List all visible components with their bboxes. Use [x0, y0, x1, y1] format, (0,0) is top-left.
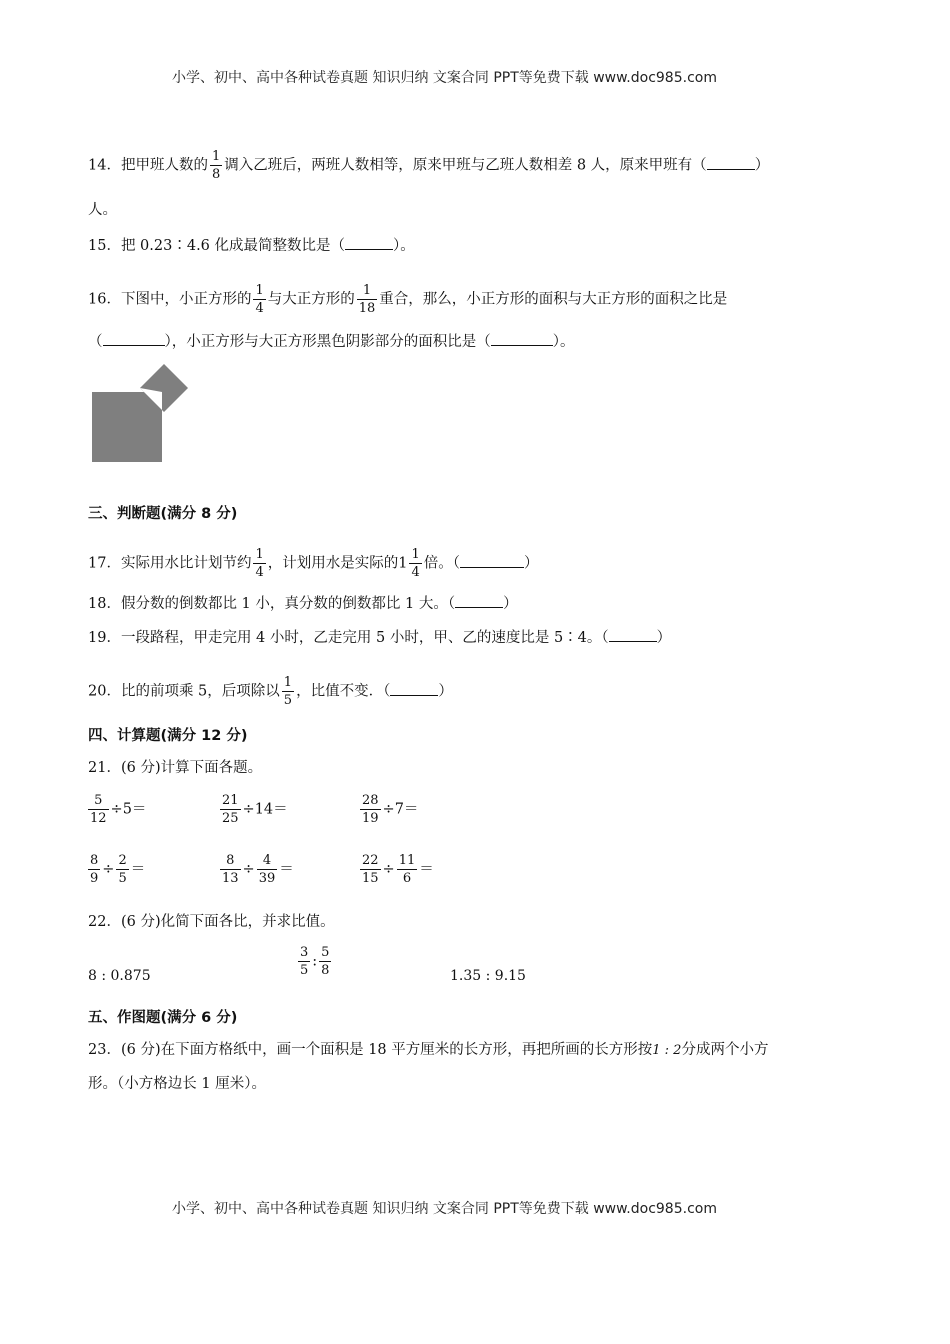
fraction: $\frac{22}{15}$ — [362, 853, 379, 886]
fraction: $\frac{1}{4}$ — [255, 547, 264, 580]
ratio-item: 8 : 0.875 — [88, 968, 151, 984]
question-number: 15． — [88, 238, 121, 254]
fraction: $\frac{1}{8}$ — [211, 149, 221, 182]
question-14: 14．把甲班人数的 $\frac{1}{8}$ 调入乙班后，两班人数相等，原来甲班与乙班人数相差 8 人，原来甲班有（ ） — [88, 149, 770, 182]
answer-blank[interactable] — [390, 694, 438, 696]
question-17: 17．实际用水比计划节约 $\frac{1}{4}$ ，计划用水是实际的1 $\frac{1}{4}$ 倍。（ ） — [88, 547, 539, 580]
fraction: $\frac{8}{9}$ — [90, 853, 99, 886]
squares-figure — [90, 364, 194, 466]
ratio: 1 : 2 — [652, 1043, 682, 1058]
question-21-title: 21．(6 分)计算下面各题。 — [88, 760, 263, 776]
calc-item: $\frac{28}{19}$ ÷7＝ — [362, 793, 419, 826]
calc-item: $\frac{21}{25}$ ÷14＝ — [222, 793, 288, 826]
fraction: $\frac{1}{18}$ — [358, 283, 376, 316]
question-20: 20．比的前项乘 5，后项除以 $\frac{1}{5}$ ，比值不变．（ ） — [88, 675, 453, 708]
question-text: 把 0.23∶4.6 化成最简整数比是（ — [120, 238, 346, 254]
fraction: $\frac{1}{4}$ — [255, 283, 264, 316]
answer-blank[interactable] — [345, 248, 393, 250]
question-text: 下图中，小正方形的 — [120, 291, 252, 308]
question-16-continued: （ ），小正方形与大正方形黑色阴影部分的面积比是（ ）。 — [88, 334, 575, 350]
fraction: $\frac{5}{8}$ — [321, 945, 330, 978]
question-text: 把甲班人数的 — [120, 157, 208, 174]
question-number: 17． — [88, 555, 121, 572]
question-19: 19．一段路程，甲走完用 4 小时，乙走完用 5 小时，甲、乙的速度比是 5∶4。（ ） — [88, 630, 672, 646]
calc-item: $\frac{8}{13}$ ÷ $\frac{4}{39}$ ＝ — [222, 853, 294, 886]
question-18: 18．假分数的倒数都比 1 小，真分数的倒数都比 1 大。（ ） — [88, 596, 518, 612]
answer-blank[interactable] — [103, 344, 165, 346]
fraction: $\frac{28}{19}$ — [362, 793, 379, 826]
section-title-drawing: 五、作图题(满分 6 分) — [88, 1010, 238, 1026]
question-text: 调入乙班后，两班人数相等，原来甲班与乙班人数相差 8 人，原来甲班有（ — [224, 157, 707, 174]
question-16: 16．下图中，小正方形的 $\frac{1}{4}$ 与大正方形的 $\frac{1}{18}$ 重合，那么，小正方形的面积与大正方形的面积之比是 — [88, 283, 728, 316]
answer-blank[interactable] — [707, 168, 755, 170]
question-number: 18． — [88, 596, 121, 612]
answer-blank[interactable] — [609, 640, 657, 642]
fraction: $\frac{4}{39}$ — [258, 853, 276, 886]
question-number: 20． — [88, 683, 121, 700]
fraction: $\frac{21}{25}$ — [222, 793, 239, 826]
mixed-number-integer: 1 — [398, 555, 408, 572]
answer-blank[interactable] — [460, 566, 524, 568]
question-23-continued: 形。（小方格边长 1 厘米）。 — [88, 1076, 266, 1092]
page-footer: 小学、初中、高中各种试卷真题 知识归纳 文案合同 PPT等免费下载 www.doc985.com — [172, 1201, 717, 1217]
calc-item: $\frac{22}{15}$ ÷ $\frac{11}{6}$ ＝ — [362, 853, 434, 886]
question-15: 15．把 0.23∶4.6 化成最简整数比是（ ）。 — [88, 238, 415, 254]
section-title-judgment: 三、判断题(满分 8 分) — [88, 506, 238, 522]
question-number: 19． — [88, 630, 121, 646]
fraction: $\frac{5}{12}$ — [90, 793, 107, 826]
ratio-item: 1.35 : 9.15 — [450, 968, 526, 984]
large-square — [92, 392, 162, 462]
page-header: 小学、初中、高中各种试卷真题 知识归纳 文案合同 PPT等免费下载 www.doc985.com — [172, 70, 717, 86]
fraction: $\frac{1}{4}$ — [411, 547, 420, 580]
calc-item: $\frac{5}{12}$ ÷5＝ — [90, 793, 147, 826]
question-number: 16． — [88, 291, 121, 308]
ratio-item: $\frac{3}{5}$ : $\frac{5}{8}$ — [300, 945, 330, 978]
fraction: $\frac{2}{5}$ — [118, 853, 127, 886]
answer-blank[interactable] — [455, 606, 503, 608]
fraction: $\frac{8}{13}$ — [222, 853, 239, 886]
fraction: $\frac{11}{6}$ — [398, 853, 416, 886]
calc-item: $\frac{8}{9}$ ÷ $\frac{2}{5}$ ＝ — [90, 853, 146, 886]
section-title-calculation: 四、计算题(满分 12 分) — [88, 728, 248, 744]
question-number: 14． — [88, 157, 121, 174]
fraction: $\frac{1}{5}$ — [283, 675, 293, 708]
answer-blank[interactable] — [491, 344, 553, 346]
question-14-continued: 人。 — [88, 202, 117, 218]
fraction: $\frac{3}{5}$ — [300, 945, 309, 978]
question-22-title: 22．(6 分)化简下面各比，并求比值。 — [88, 914, 335, 930]
question-23: 23．(6 分)在下面方格纸中，画一个面积是 18 平方厘米的长方形，再把所画的长方形按1 : 2分成两个小方 — [88, 1042, 769, 1058]
